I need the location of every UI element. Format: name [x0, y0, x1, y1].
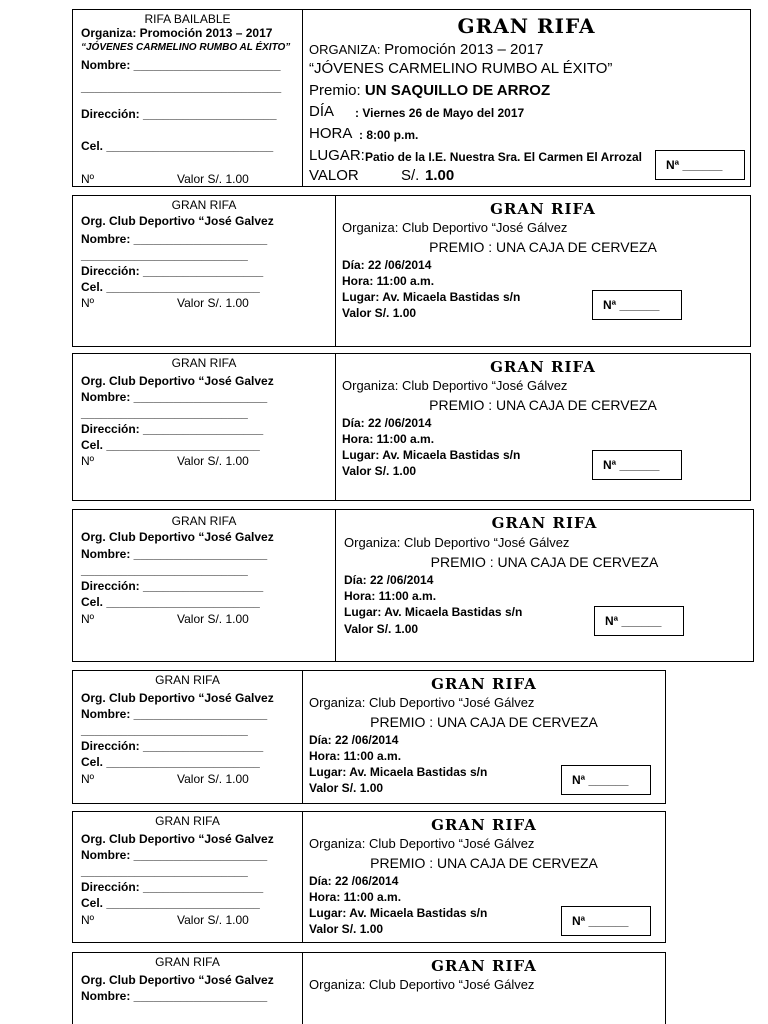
place-label: LUGAR: — [309, 147, 365, 164]
stub-name-line: _________________________ — [81, 723, 248, 737]
stub-address-field: Dirección: __________________ — [81, 264, 264, 278]
time-line: Hora: 11:00 a.m. — [342, 274, 435, 288]
prize-line: PREMIO : UNA CAJA DE CERVEZA — [370, 855, 598, 871]
ticket-main — [303, 10, 750, 186]
stub-organizer: Org. Club Deportivo “José Galvez — [81, 374, 274, 388]
ticket-number-box: Nª ______ — [592, 290, 682, 320]
date-line: Día: 22 /06/2014 — [344, 573, 434, 587]
ticket-title: GRAN RIFA — [457, 14, 596, 38]
date-line: Día: 22 /06/2014 — [342, 258, 432, 272]
ticket-number-box: Nª ______ — [594, 606, 684, 636]
place-line: Lugar: Av. Micaela Bastidas s/n — [309, 765, 488, 779]
ticket-stub — [73, 510, 336, 661]
stub-address-field: Dirección: __________________ — [81, 880, 264, 894]
ticket-stub — [73, 671, 303, 803]
place-line: Lugar: Av. Micaela Bastidas s/n — [342, 448, 521, 462]
ticket-stub — [73, 953, 303, 1024]
organizer-line: Organiza: Club Deportivo “José Gálvez — [309, 695, 535, 710]
organizer-line: Organiza: Club Deportivo “José Gálvez — [309, 836, 535, 851]
ticket-stub — [73, 10, 303, 186]
raffle-ticket-2 — [72, 195, 751, 347]
organizer-line: Organiza: Club Deportivo “José Gálvez — [344, 535, 570, 550]
organizer-value: Promoción 2013 – 2017 — [384, 41, 544, 58]
organizer-line: Organiza: Club Deportivo “José Gálvez — [342, 378, 568, 393]
stub-number-label: Nº — [81, 454, 95, 468]
ticket-main — [303, 671, 665, 803]
ticket-number-box: Nª ______ — [561, 765, 651, 795]
value-line: Valor S/. 1.00 — [309, 781, 384, 795]
prize-line — [309, 82, 550, 99]
date-value: : Viernes 26 de Mayo del 2017 — [355, 106, 525, 120]
prize-line: PREMIO : UNA CAJA DE CERVEZA — [370, 714, 598, 730]
prize-value: UN SAQUILLO DE ARROZ — [364, 82, 551, 99]
stub-name-field: Nombre: ____________________ — [81, 848, 268, 862]
date-line: Día: 22 /06/2014 — [309, 733, 399, 747]
time-value: : 8:00 p.m. — [359, 128, 419, 142]
stub-name-line: ______________________________ — [81, 80, 282, 94]
stub-address-field: Dirección: __________________ — [81, 739, 264, 753]
raffle-ticket-1 — [72, 9, 751, 187]
stub-value: Valor S/. 1.00 — [177, 296, 249, 310]
ticket-main — [336, 510, 753, 661]
stub-name-field: Nombre: ____________________ — [81, 547, 268, 561]
value-line: Valor S/. 1.00 — [309, 922, 384, 936]
ticket-title: GRAN RIFA — [431, 816, 537, 834]
place-line: Lugar: Av. Micaela Bastidas s/n — [309, 906, 488, 920]
stub-number-label: Nº — [81, 913, 95, 927]
stub-organizer: Org. Club Deportivo “José Galvez — [81, 973, 274, 987]
ticket-main — [336, 196, 750, 346]
time-line: Hora: 11:00 a.m. — [309, 749, 402, 763]
stub-address-field: Dirección: ____________________ — [81, 107, 277, 121]
value-label: VALOR — [309, 167, 359, 184]
stub-organizer: Organiza: Promoción 2013 – 2017 — [81, 26, 273, 40]
stub-organizer: Org. Club Deportivo “José Galvez — [81, 530, 274, 544]
stub-address-field: Dirección: __________________ — [81, 579, 264, 593]
value-amount: 1.00 — [425, 167, 455, 184]
stub-name-field: Nombre: ____________________ — [81, 232, 268, 246]
date-line: Día: 22 /06/2014 — [309, 874, 399, 888]
stub-value: Valor S/. 1.00 — [177, 454, 249, 468]
stub-organizer-name: “JÓVENES CARMELINO RUMBO AL ÉXITO” — [81, 42, 291, 53]
ticket-title: GRAN RIFA — [490, 358, 596, 376]
ticket-title: GRAN RIFA — [490, 200, 596, 218]
place-line: Lugar: Av. Micaela Bastidas s/n — [344, 605, 523, 619]
organizer-name: “JÓVENES CARMELINO RUMBO AL ÉXITO” — [309, 60, 613, 77]
stub-value: Valor S/. 1.00 — [177, 913, 249, 927]
organizer-line — [309, 41, 543, 58]
stub-title: GRAN RIFA — [155, 814, 220, 828]
stub-organizer: Org. Club Deportivo “José Galvez — [81, 691, 274, 705]
stub-name-line: _________________________ — [81, 864, 248, 878]
stub-value: Valor S/. 1.00 — [177, 172, 249, 186]
time-line: Hora: 11:00 a.m. — [309, 890, 402, 904]
stub-title: GRAN RIFA — [171, 356, 237, 370]
ticket-stub — [73, 812, 303, 942]
ticket-main — [303, 812, 665, 942]
ticket-stub — [73, 196, 336, 346]
stub-address-field: Dirección: __________________ — [81, 422, 264, 436]
ticket-stub — [73, 354, 336, 500]
stub-number-label: Nº — [81, 612, 95, 626]
date-line: Día: 22 /06/2014 — [342, 416, 432, 430]
date-label: DÍA — [309, 103, 335, 120]
time-line: Hora: 11:00 a.m. — [344, 589, 437, 603]
stub-name-line: _________________________ — [81, 563, 248, 577]
raffle-ticket-6 — [72, 811, 666, 943]
ticket-title: GRAN RIFA — [491, 514, 598, 532]
prize-line: PREMIO : UNA CAJA DE CERVEZA — [429, 397, 657, 413]
stub-number-label: Nº — [81, 772, 95, 786]
raffle-ticket-4 — [72, 509, 754, 662]
prize-line: PREMIO : UNA CAJA DE CERVEZA — [429, 239, 657, 255]
place-value: Patio de la I.E. Nuestra Sra. El Carmen El Arrozal — [365, 150, 642, 164]
stub-title: GRAN RIFA — [171, 514, 237, 528]
stub-number-label: Nº — [81, 172, 95, 186]
ticket-number-box: Nª ______ — [592, 450, 682, 480]
stub-phone-field: Cel. _________________________ — [81, 139, 274, 153]
value-line: Valor S/. 1.00 — [342, 306, 417, 320]
ticket-number-box: Nª ______ — [655, 150, 745, 180]
stub-phone-field: Cel. _______________________ — [81, 896, 260, 910]
stub-title: RIFA BAILABLE — [144, 12, 231, 26]
stub-name-line: _________________________ — [81, 248, 248, 262]
stub-title: GRAN RIFA — [171, 198, 237, 212]
stub-title: GRAN RIFA — [155, 955, 220, 969]
time-label: HORA — [309, 125, 353, 142]
ticket-number-box: Nª ______ — [561, 906, 651, 936]
stub-name-field: Nombre: ____________________ — [81, 989, 268, 1003]
time-line: Hora: 11:00 a.m. — [342, 432, 435, 446]
stub-phone-field: Cel. _______________________ — [81, 438, 260, 452]
stub-name-line: _________________________ — [81, 406, 248, 420]
stub-value: Valor S/. 1.00 — [177, 612, 249, 626]
prize-label: Premio: — [309, 82, 361, 99]
value-currency: S/. — [401, 167, 420, 184]
prize-line: PREMIO : UNA CAJA DE CERVEZA — [430, 554, 659, 570]
stub-organizer: Org. Club Deportivo “José Galvez — [81, 832, 274, 846]
ticket-main — [336, 354, 750, 500]
ticket-title: GRAN RIFA — [431, 957, 537, 975]
value-line: Valor S/. 1.00 — [344, 622, 419, 636]
raffle-ticket-3 — [72, 353, 751, 501]
stub-phone-field: Cel. _______________________ — [81, 595, 260, 609]
stub-organizer: Org. Club Deportivo “José Galvez — [81, 214, 274, 228]
organizer-line: Organiza: Club Deportivo “José Gálvez — [342, 220, 568, 235]
stub-title: GRAN RIFA — [155, 673, 220, 687]
ticket-main — [303, 953, 665, 1024]
stub-phone-field: Cel. _______________________ — [81, 755, 260, 769]
ticket-title: GRAN RIFA — [431, 675, 537, 693]
place-line: Lugar: Av. Micaela Bastidas s/n — [342, 290, 521, 304]
stub-name-field: Nombre: ______________________ — [81, 58, 281, 72]
raffle-ticket-7 — [72, 952, 666, 1024]
raffle-ticket-5 — [72, 670, 666, 804]
organizer-label: ORGANIZA: — [309, 42, 381, 57]
stub-name-field: Nombre: ____________________ — [81, 390, 268, 404]
organizer-line: Organiza: Club Deportivo “José Gálvez — [309, 977, 535, 992]
stub-phone-field: Cel. _______________________ — [81, 280, 260, 294]
value-line: Valor S/. 1.00 — [342, 464, 417, 478]
stub-number-label: Nº — [81, 296, 95, 310]
stub-value: Valor S/. 1.00 — [177, 772, 249, 786]
stub-name-field: Nombre: ____________________ — [81, 707, 268, 721]
